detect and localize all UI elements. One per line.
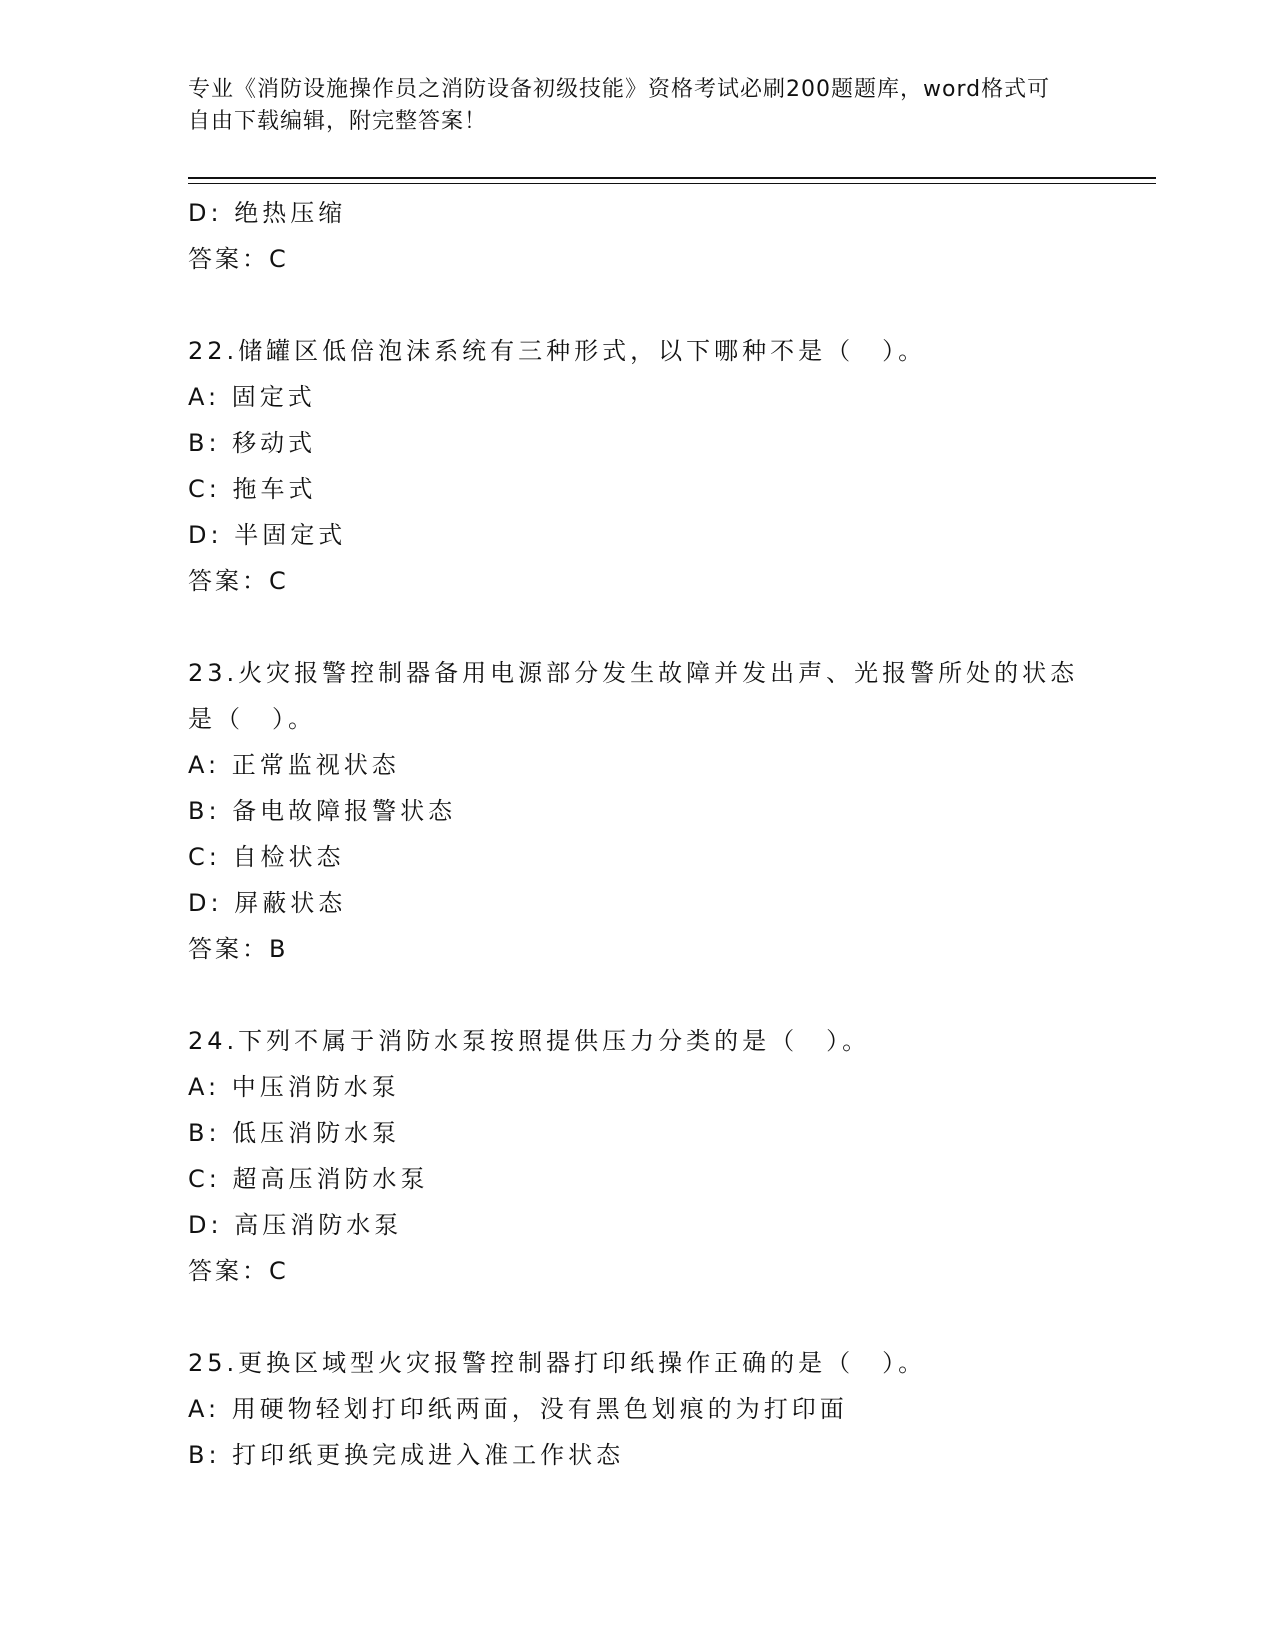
question-stem: 23.火灾报警控制器备用电源部分发生故障并发出声、光报警所处的状态是（ ）。	[188, 659, 1079, 733]
option-d: D: 半固定式	[188, 521, 347, 549]
header-rule-thin	[188, 183, 1156, 184]
question-content	[188, 190, 1088, 1478]
option-d: D: 高压消防水泵	[188, 1211, 403, 1239]
spacer	[188, 972, 1088, 1018]
option-a: A: 中压消防水泵	[188, 1073, 400, 1101]
answer-line: 答案：B	[188, 935, 289, 963]
question-stem: 25.更换区域型火灾报警控制器打印纸操作正确的是（ ）。	[188, 1349, 927, 1377]
option-b: B: 低压消防水泵	[188, 1119, 401, 1147]
option-b: B: 打印纸更换完成进入准工作状态	[188, 1441, 625, 1469]
header-rule-thick	[188, 177, 1156, 179]
option-a: A: 固定式	[188, 383, 316, 411]
document-header: 专业《消防设施操作员之消防设备初级技能》资格考试必刷200题题库，word格式可自由下载编辑，附完整答案！	[188, 77, 1051, 134]
spacer	[188, 282, 1088, 328]
answer-line: 答案：C	[188, 1257, 289, 1285]
answer-line: 答案：C	[188, 567, 289, 595]
question-stem: 24.下列不属于消防水泵按照提供压力分类的是（ ）。	[188, 1027, 871, 1055]
answer-line: 答案：C	[188, 245, 289, 273]
option-a: A: 用硬物轻划打印纸两面，没有黑色划痕的为打印面	[188, 1395, 848, 1423]
option-c: C: 超高压消防水泵	[188, 1165, 429, 1193]
spacer	[188, 1294, 1088, 1340]
option-a: A: 正常监视状态	[188, 751, 400, 779]
option-c: C: 拖车式	[188, 475, 317, 503]
option-b: B: 移动式	[188, 429, 317, 457]
option-d: D: 绝热压缩	[188, 199, 347, 227]
option-d: D: 屏蔽状态	[188, 889, 347, 917]
spacer	[188, 604, 1088, 650]
question-stem: 22.储罐区低倍泡沫系统有三种形式，以下哪种不是（ ）。	[188, 337, 927, 365]
option-b: B: 备电故障报警状态	[188, 797, 457, 825]
option-c: C: 自检状态	[188, 843, 345, 871]
